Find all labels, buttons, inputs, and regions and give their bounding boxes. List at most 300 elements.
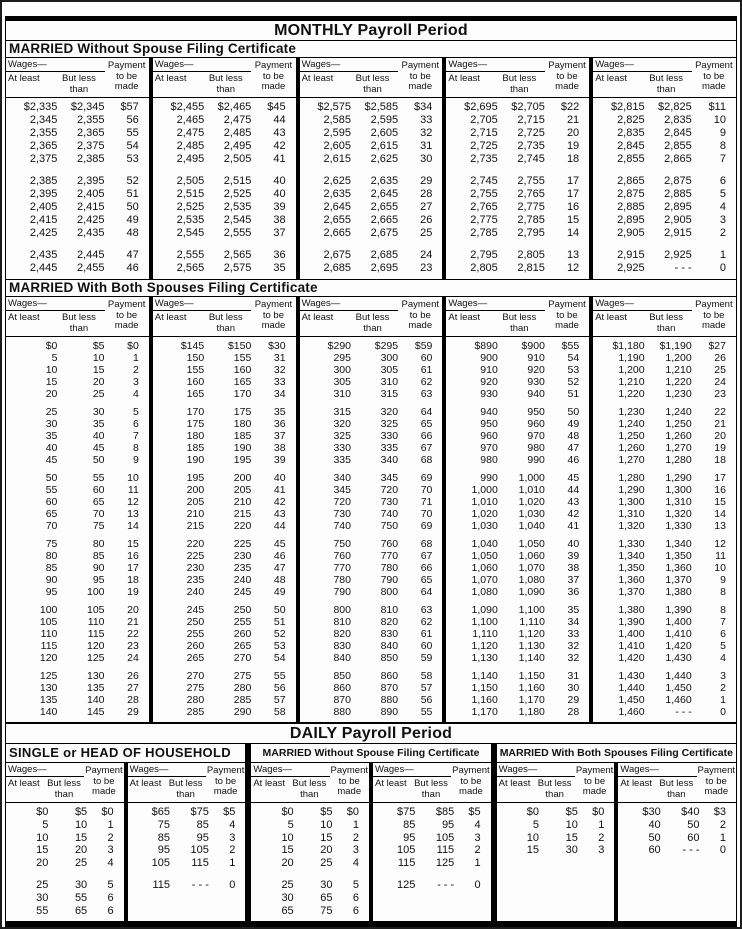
payment-value: 41 [273,153,286,165]
payment-value: 1 [598,818,605,831]
row-group-gap [373,870,491,879]
but-less-than-value: $2,345 [70,101,105,113]
but-less-than-value: 270 [233,652,252,664]
at-least-value: 320 [333,418,351,430]
table-row [593,694,736,706]
table-row [6,806,124,819]
wage-subheaders [6,311,105,334]
but-less-than-value: 1,400 [665,616,692,628]
at-least-value: $0 [526,806,540,818]
column-group-header [6,297,149,337]
but-less-than-value: 2,495 [223,140,252,152]
but-less-than-value: 335 [380,442,399,454]
column-group-header [153,297,296,337]
but-less-than-value: 280 [233,682,252,694]
at-least-value: $0 [281,806,294,818]
table-row [446,670,589,682]
payment-header: Payment to be made [452,765,490,797]
table-row [300,352,443,364]
at-least-value: 2,595 [323,127,351,139]
column-group [300,58,443,279]
payment-value: 54 [273,652,286,664]
but-less-than-value: 890 [380,706,399,718]
but-less-than-value: 800 [380,586,399,598]
but-less-than-value: 135 [86,682,105,694]
at-least-value: 1,210 [618,376,645,388]
table-row [446,418,589,430]
payment-value: $45 [267,101,286,113]
rows [618,803,736,861]
but-less-than-value: 1,250 [665,418,692,430]
wages-label: Wages— [593,298,692,311]
payment-value: 27 [127,682,139,694]
table-row [6,201,149,214]
at-least-value: 910 [480,364,498,376]
at-least-value: 1,440 [618,682,645,694]
rows [446,98,589,279]
at-least-value: 15 [281,844,294,857]
payment-value: 3 [474,831,481,844]
at-least-value: 265 [186,652,205,664]
table-row [153,694,296,706]
but-less-than-value: 2,725 [517,127,545,139]
table-row [446,114,589,127]
row-group-gap [6,870,124,879]
payment-value: 47 [567,442,580,454]
table-row [446,640,589,652]
at-least-value: 870 [333,694,351,706]
at-least-value: 170 [186,406,205,418]
payment-value: 1 [720,694,726,706]
payment-value: 26 [127,670,139,682]
but-less-than-header: But less than [208,73,243,95]
table-row [300,188,443,201]
at-least-value: 1,040 [471,538,498,550]
table-row [300,616,443,628]
payment-value: 44 [567,484,580,496]
at-least-value: 15 [36,844,49,857]
payment-value: 3 [352,844,359,857]
at-least-value: 115 [397,857,416,870]
at-least-value: 2,375 [29,153,58,165]
table-row [153,496,296,508]
table-row [6,628,149,640]
at-least-value: 760 [333,550,351,562]
payment-value: 64 [420,586,433,598]
table-row [300,249,443,262]
column-group-header [128,763,246,803]
at-least-value: $2,695 [464,101,498,113]
but-less-than-value: $2,585 [364,101,399,113]
wage-subheaders [153,72,252,95]
at-least-value: 2,555 [176,249,205,261]
at-least-value: 130 [39,682,58,694]
but-less-than-value: 10 [565,818,578,831]
but-less-than-value: 165 [233,376,252,388]
wages-header [300,298,399,336]
rows [373,803,491,896]
at-least-value: 1,160 [471,694,498,706]
but-less-than-value: 850 [380,652,399,664]
at-least-value: 770 [333,562,351,574]
but-less-than-value: 2,795 [517,227,545,239]
table-row [593,628,736,640]
table-row [6,406,149,418]
at-least-value: 60 [648,844,661,857]
at-least-value: 340 [333,472,351,484]
at-least-value: 155 [186,364,205,376]
at-least-value: 2,355 [29,127,58,139]
monthly-tables [6,41,736,723]
at-least-value: 2,845 [617,140,645,152]
row-group-gap [300,166,443,175]
but-less-than-value: 160 [233,364,252,376]
table-row [300,562,443,574]
at-least-value: $890 [474,340,498,352]
table-row [300,376,443,388]
monthly-section-body [6,58,736,279]
but-less-than-header: But less than [355,312,390,334]
column-group-header [6,58,149,98]
payment-value: 48 [126,227,139,239]
column-group [446,297,589,722]
column-group-header [300,297,443,337]
payment-value: 4 [352,857,359,870]
payment-value: 7 [719,153,726,165]
payment-value: 29 [420,175,433,187]
but-less-than-value: 45 [92,442,105,454]
but-less-than-value: 1,150 [518,670,545,682]
table-row [593,114,736,127]
but-less-than-value: 1,340 [665,538,692,550]
but-less-than-value: 1,350 [665,550,692,562]
but-less-than-value: 2,805 [517,249,545,261]
at-least-value: 95 [403,831,416,844]
payment-value: 49 [273,586,286,598]
payment-value: 42 [567,508,580,520]
at-least-value: 980 [480,454,498,466]
wages-label: Wages— [446,298,545,311]
at-least-value: 180 [186,430,205,442]
at-least-value: 2,665 [323,227,351,239]
but-less-than-value: 10 [320,818,333,831]
table-row [6,550,149,562]
at-least-value: 10 [36,831,49,844]
at-least-header: At least [375,778,407,789]
wages-header [373,764,451,802]
but-less-than-value: 105 [86,604,105,616]
payment-value: 18 [127,574,139,586]
wages-label: Wages— [618,764,696,777]
table-row [593,352,736,364]
wages-header [153,59,252,97]
payment-value: 41 [567,520,580,532]
at-least-value: 15 [526,844,540,857]
but-less-than-header: But less than [208,312,243,334]
table-row [128,879,246,892]
table-row [373,819,491,832]
table-row [300,694,443,706]
at-least-header: At least [448,73,481,84]
at-least-value: 1,090 [471,604,498,616]
at-least-value: 1,010 [471,496,498,508]
but-less-than-value: $40 [681,806,700,818]
but-less-than-header: But less than [659,778,694,800]
wages-header [300,59,399,97]
but-less-than-value: 2,855 [664,140,692,152]
table-row [6,153,149,166]
payment-value: 9 [720,574,726,586]
but-less-than-header: But less than [537,778,572,800]
at-least-value: 2,705 [470,114,498,126]
but-less-than-value: 225 [233,538,252,550]
but-less-than-value: 1,200 [665,352,692,364]
at-least-value: 800 [333,604,351,616]
payment-header: Payment to be made [697,765,735,797]
payment-value: 5 [719,188,726,200]
table-row [593,418,736,430]
table-row [6,227,149,240]
payment-value: 10 [127,472,139,484]
payment-value: 51 [126,188,139,200]
daily-section [251,744,490,921]
payment-value: $22 [560,101,580,113]
payment-value: 55 [126,127,139,139]
payment-value: 4 [474,818,481,831]
but-less-than-value: 2,765 [517,188,545,200]
table-row [593,472,736,484]
but-less-than-value: 1,050 [518,538,545,550]
at-least-value: 1,350 [618,562,645,574]
at-least-value: 5 [287,818,294,831]
table-row [593,227,736,240]
at-least-header: At least [253,778,286,789]
at-least-value: 80 [45,550,58,562]
payment-value: 67 [420,442,433,454]
at-least-value: 1,380 [618,604,645,616]
at-least-value: 25 [281,878,294,891]
but-less-than-value: $2,825 [658,101,692,113]
payment-value: 8 [720,586,726,598]
table-row [446,249,589,262]
but-less-than-value: 85 [196,818,209,831]
payment-value: 13 [566,249,580,261]
at-least-value: 25 [36,878,49,891]
but-less-than-value: $85 [435,806,455,818]
daily-section-body [6,763,245,921]
payment-value: 66 [420,562,433,574]
at-least-value: 95 [45,586,58,598]
table-row [593,640,736,652]
column-group [300,297,443,722]
but-less-than-value: 1,070 [518,562,545,574]
at-least-value: 2,465 [176,114,205,126]
table-row [153,484,296,496]
table-row [446,706,589,718]
but-less-than-value: 2,595 [370,114,399,126]
daily-section-title: SINGLE or HEAD OF HOUSEHOLD [6,744,245,763]
at-least-value: 1,420 [618,652,645,664]
but-less-than-value: 2,375 [76,140,105,152]
table-row [446,484,589,496]
at-least-value: 1,200 [618,364,645,376]
at-least-value: 2,635 [323,188,351,200]
but-less-than-value: 15 [565,831,578,844]
table-row [6,508,149,520]
payment-value: 53 [273,640,286,652]
payment-value: 41 [273,484,286,496]
but-less-than-value: 1,090 [518,586,545,598]
but-less-than-header: But less than [414,778,448,800]
at-least-header: At least [595,73,627,84]
at-least-value: 1,430 [618,670,645,682]
payment-value: 16 [127,550,139,562]
table-row [6,670,149,682]
table-row [593,188,736,201]
payment-value: $34 [414,101,433,113]
payment-value: 56 [273,682,286,694]
at-least-value: 35 [45,430,58,442]
but-less-than-value: 85 [92,550,105,562]
payment-value: 61 [420,628,433,640]
row-group-gap [6,166,149,175]
daily-section [497,744,736,921]
at-least-value: 25 [45,406,58,418]
at-least-value: 960 [480,430,498,442]
table-row [300,175,443,188]
but-less-than-value: 720 [380,484,399,496]
table-row [300,550,443,562]
but-less-than-value: 30 [92,406,105,418]
at-least-header: At least [448,312,481,323]
at-least-value: 345 [333,484,351,496]
payment-value: 31 [567,670,580,682]
at-least-value: 95 [157,844,171,857]
at-least-value: 1,340 [618,550,645,562]
payment-value: 1 [352,818,359,831]
but-less-than-value: $2,465 [217,101,252,113]
table-row [618,832,736,845]
but-less-than-value: 1,110 [519,616,545,628]
payment-value: 52 [126,175,139,187]
row-group-gap [153,240,296,249]
at-least-value: $75 [397,806,416,818]
payment-value: 18 [714,454,726,466]
at-least-value: 295 [333,352,351,364]
payment-value: 28 [420,188,433,200]
at-least-value: 2,425 [29,227,58,239]
table-row [593,538,736,550]
table-row [593,406,736,418]
table-row [153,340,296,352]
at-least-value: 10 [45,364,58,376]
payment-header: Payment to be made [206,765,245,797]
payment-value: 14 [127,520,139,532]
payment-value: 57 [420,682,433,694]
at-least-value: 2,535 [176,214,205,226]
but-less-than-value: 760 [380,538,399,550]
at-least-value: 65 [45,508,58,520]
but-less-than-value: 2,635 [370,175,399,187]
at-least-value: 185 [186,442,205,454]
table-row [153,376,296,388]
table-row [446,508,589,520]
but-less-than-value: 25 [74,857,88,870]
table-row [6,604,149,616]
at-least-value: 280 [186,694,205,706]
at-least-value: 240 [186,586,205,598]
table-row [6,682,149,694]
payment-value: 50 [567,406,580,418]
but-less-than-value: 60 [687,831,700,844]
at-least-value: 2,365 [29,140,58,152]
column-group-header [446,58,589,98]
at-least-value: 30 [36,891,49,904]
but-less-than-value: 175 [233,406,252,418]
payment-value: 25 [420,227,433,239]
payment-value: 62 [420,616,433,628]
but-less-than-value: - - - [437,878,455,891]
but-less-than-value: 180 [233,418,252,430]
table-row [300,201,443,214]
at-least-header: At least [154,73,187,84]
table-row [6,574,149,586]
but-less-than-value: 2,405 [76,188,105,200]
payment-value: 4 [107,857,114,870]
table-row [153,472,296,484]
payment-value: 40 [273,175,286,187]
but-less-than-value: 2,665 [370,214,399,226]
row-group-gap [251,870,369,879]
but-less-than-value: 790 [380,574,399,586]
row-group-gap [593,166,736,175]
but-less-than-value: 345 [380,472,399,484]
wage-subheaders [153,311,252,334]
wages-header [446,298,545,336]
at-least-value: 2,435 [29,249,58,261]
at-least-value: 2,655 [323,214,351,226]
at-least-value: 2,625 [323,175,351,187]
payment-value: 21 [566,114,580,126]
row-group-gap [6,240,149,249]
at-least-value: 85 [403,818,416,831]
table-row [6,616,149,628]
at-least-value: 2,725 [470,140,498,152]
table-row [300,388,443,400]
payment-value: 32 [273,364,286,376]
at-least-value: $30 [642,806,661,818]
table-row [446,616,589,628]
payment-value: 3 [107,844,114,857]
table-row [6,857,124,870]
wage-subheaders [251,777,329,800]
at-least-value: 45 [45,454,58,466]
at-least-value: 790 [333,586,351,598]
but-less-than-value: 10 [92,352,105,364]
payment-value: 38 [273,214,286,226]
payment-value: 32 [567,640,580,652]
but-less-than-value: 830 [380,628,399,640]
column-group-header [373,763,491,803]
but-less-than-value: 35 [92,418,105,430]
table-row [6,364,149,376]
table-row [153,175,296,188]
payment-value: $11 [708,101,726,113]
but-less-than-value: 1,100 [518,604,545,616]
payment-value: 0 [229,878,236,891]
table-row [153,520,296,532]
wages-label: Wages— [128,764,206,777]
